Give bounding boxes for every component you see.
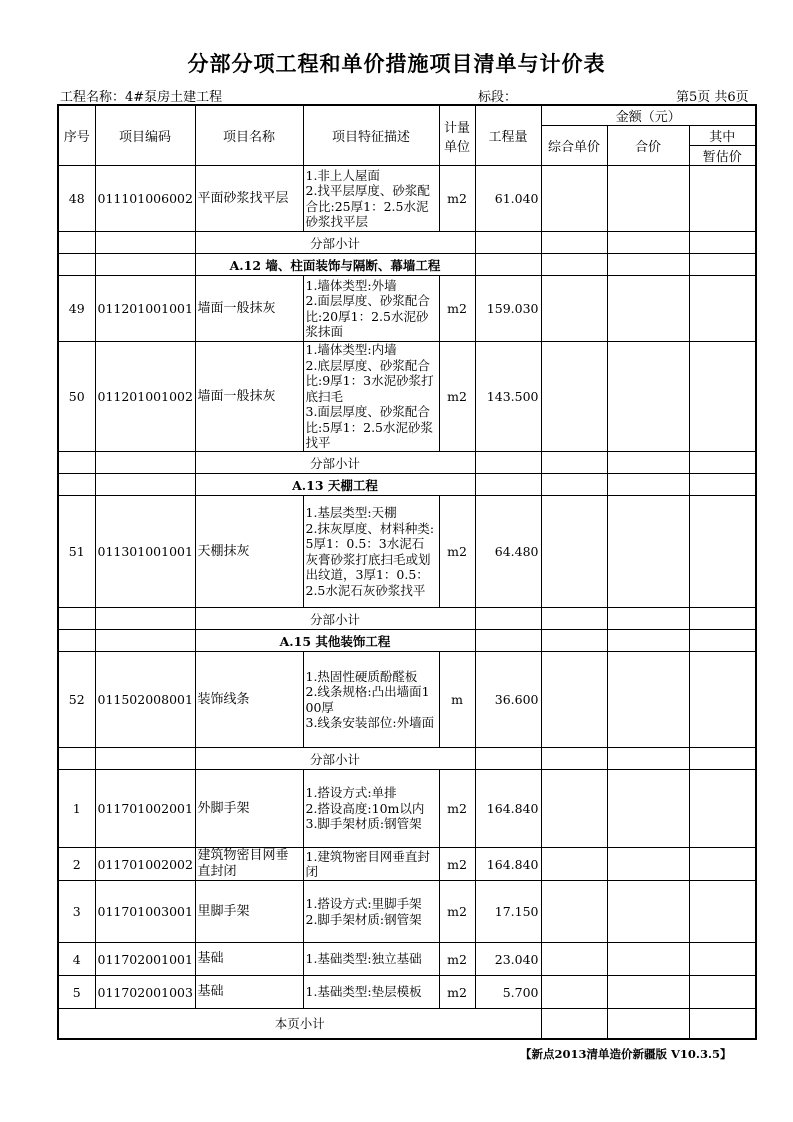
cell-code: 011701003001 [95, 881, 195, 943]
section-heading: A.13 天棚工程 [195, 474, 475, 496]
cell-code: 011301001001 [95, 496, 195, 608]
header-unit-price: 综合单价 [541, 126, 607, 166]
cell-desc: 1.热固性硬质酚醛板 2.线条规格:凸出墙面100厚 3.线条安装部位:外墙面 [303, 652, 439, 748]
cell-desc: 1.墙体类型:外墙 2.面层厚度、砂浆配合比:20厚1：2.5水泥砂浆抹面 [303, 276, 439, 342]
cell-qty: 36.600 [475, 652, 541, 748]
cell-seq: 48 [58, 166, 95, 232]
cell-unit: m2 [439, 770, 475, 848]
header-seq: 序号 [58, 105, 95, 166]
cell-desc: 1.基层类型:天棚 2.抹灰厚度、材料种类:5厚1：0.5：3水泥石灰膏砂浆打底扫毛或划出纹道，3厚1：0.5：2.5水泥石灰砂浆找平 [303, 496, 439, 608]
cell-unit: m [439, 652, 475, 748]
table-row [58, 943, 756, 976]
subtotal-row [58, 232, 756, 254]
cell-seq: 49 [58, 276, 95, 342]
cell-code: 011101006002 [95, 166, 195, 232]
section-heading: A.15 其他装饰工程 [195, 630, 475, 652]
subtotal-label: 分部小计 [195, 608, 475, 630]
table-row [58, 881, 756, 943]
cell-qty: 64.480 [475, 496, 541, 608]
cell-unit: m2 [439, 881, 475, 943]
cell-unit: m2 [439, 496, 475, 608]
cell-seq: 5 [58, 976, 95, 1009]
subtotal-label: 分部小计 [195, 748, 475, 770]
subtotal-row [58, 608, 756, 630]
cell-name: 装饰线条 [195, 652, 303, 748]
cell-unit: m2 [439, 976, 475, 1009]
cell-seq: 1 [58, 770, 95, 848]
cell-seq: 2 [58, 848, 95, 881]
cell-unit: m2 [439, 342, 475, 452]
cell-desc: 1.墙体类型:内墙 2.底层厚度、砂浆配合比:9厚1：3水泥砂浆打底扫毛 3.面层厚度、砂浆配合比:5厚1：2.5水泥砂浆找平 [303, 342, 439, 452]
table-row [58, 770, 756, 848]
cell-code: 011502008001 [95, 652, 195, 748]
table-row [58, 276, 756, 342]
cell-desc: 1.非上人屋面 2.找平层厚度、砂浆配合比:25厚1：2.5水泥砂浆找平层 [303, 166, 439, 232]
cell-code: 011702001001 [95, 943, 195, 976]
subtotal-label: 分部小计 [195, 232, 475, 254]
cell-seq: 52 [58, 652, 95, 748]
section-row [58, 630, 756, 652]
table-row [58, 652, 756, 748]
cell-code: 011701002001 [95, 770, 195, 848]
page-subtotal-label: 本页小计 [58, 1009, 541, 1039]
cell-name: 建筑物密目网垂直封闭 [195, 848, 303, 881]
table-row [58, 496, 756, 608]
cell-name: 基础 [195, 976, 303, 1009]
header-provisional: 暂估价 [689, 146, 756, 166]
cell-code: 011201001001 [95, 276, 195, 342]
header-qty: 工程量 [475, 105, 541, 166]
page-number: 第5页 共6页 [676, 90, 749, 105]
cell-unit: m2 [439, 166, 475, 232]
bill-table [57, 104, 757, 1040]
section-label: 标段： [478, 90, 518, 105]
cell-unit: m2 [439, 848, 475, 881]
cell-code: 011702001003 [95, 976, 195, 1009]
cell-name: 墙面一般抹灰 [195, 342, 303, 452]
section-heading: A.12 墙、柱面装饰与隔断、幕墙工程 [195, 254, 475, 276]
subtotal-row [58, 748, 756, 770]
header-amount: 金额（元） [541, 105, 756, 126]
cell-qty: 17.150 [475, 881, 541, 943]
page-subtotal-row [58, 1009, 756, 1039]
table-row [58, 342, 756, 452]
cell-code: 011201001002 [95, 342, 195, 452]
cell-unit: m2 [439, 276, 475, 342]
cell-name: 里脚手架 [195, 881, 303, 943]
section-row [58, 474, 756, 496]
cell-name: 天棚抹灰 [195, 496, 303, 608]
software-footer: 【新点2013清单造价新疆版 V10.3.5】 [520, 1047, 732, 1061]
header-name: 项目名称 [195, 105, 303, 166]
cell-desc: 1.基础类型:独立基础 [303, 943, 439, 976]
cell-desc: 1.搭设方式:单排 2.搭设高度:10m以内 3.脚手架材质:钢管架 [303, 770, 439, 848]
subtotal-label: 分部小计 [195, 452, 475, 474]
cell-desc: 1.搭设方式:里脚手架 2.脚手架材质:钢管架 [303, 881, 439, 943]
cell-seq: 51 [58, 496, 95, 608]
section-row [58, 254, 756, 276]
cell-qty: 5.700 [475, 976, 541, 1009]
cell-qty: 159.030 [475, 276, 541, 342]
cell-seq: 50 [58, 342, 95, 452]
project-name: 工程名称：4#泵房土建工程 [60, 90, 223, 105]
header-unit: 计量单位 [439, 105, 475, 166]
cell-name: 基础 [195, 943, 303, 976]
header-desc: 项目特征描述 [303, 105, 439, 166]
header-code: 项目编码 [95, 105, 195, 166]
header-total: 合价 [607, 126, 689, 166]
subtotal-row [58, 452, 756, 474]
cell-desc: 1.基础类型:垫层模板 [303, 976, 439, 1009]
cell-qty: 23.040 [475, 943, 541, 976]
cell-qty: 164.840 [475, 848, 541, 881]
cell-qty: 61.040 [475, 166, 541, 232]
cell-seq: 3 [58, 881, 95, 943]
cell-unit: m2 [439, 943, 475, 976]
cell-qty: 164.840 [475, 770, 541, 848]
cell-name: 平面砂浆找平层 [195, 166, 303, 232]
cell-qty: 143.500 [475, 342, 541, 452]
page-title: 分部分项工程和单价措施项目清单与计价表 [187, 51, 606, 76]
table-row [58, 976, 756, 1009]
table-row [58, 166, 756, 232]
cell-desc: 1.建筑物密目网垂直封闭 [303, 848, 439, 881]
table-row [58, 848, 756, 881]
cell-name: 外脚手架 [195, 770, 303, 848]
cell-name: 墙面一般抹灰 [195, 276, 303, 342]
cell-code: 011701002002 [95, 848, 195, 881]
cell-seq: 4 [58, 943, 95, 976]
header-of-which: 其中 [689, 126, 756, 146]
